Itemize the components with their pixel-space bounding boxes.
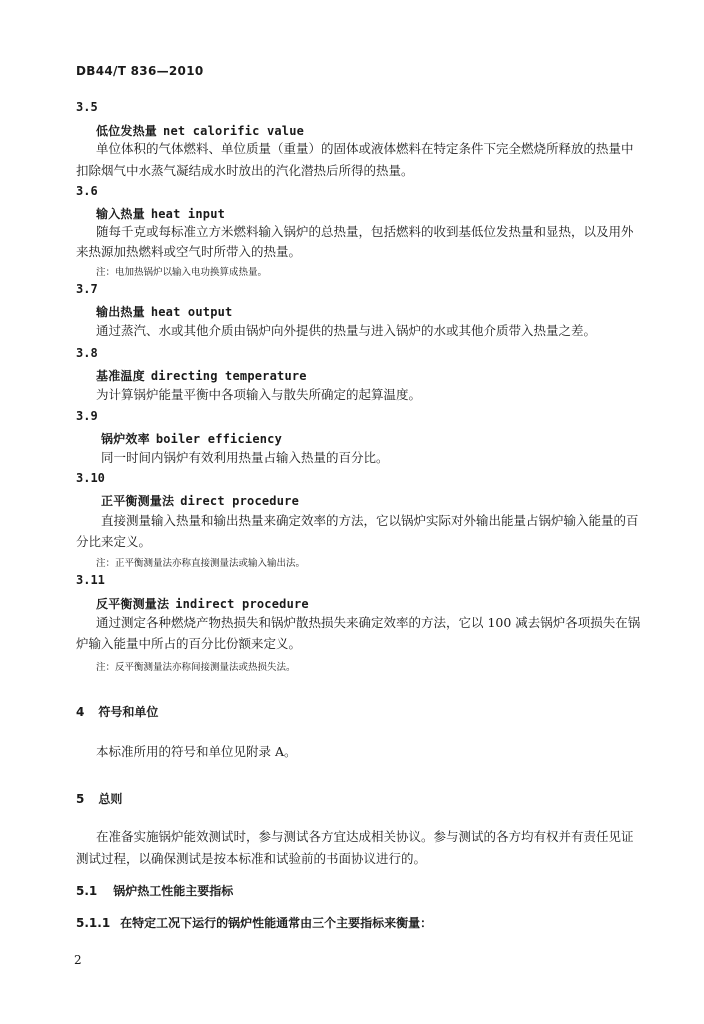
term-zh: 正平衡测量法 <box>101 494 175 508</box>
note: 注：反平衡测量法亦称间接测量法或热损失法。 <box>96 662 296 673</box>
section-number: 5.1 <box>76 884 98 898</box>
note: 注：正平衡测量法亦称直接测量法或输入输出法。 <box>96 558 306 569</box>
clause-number: 3.8 <box>76 346 98 360</box>
term-en: directing temperature <box>150 369 307 383</box>
section-title: 在特定工况下运行的锅炉性能通常由三个主要指标来衡量： <box>120 916 433 930</box>
term-en: net calorific value <box>163 124 305 138</box>
term-zh: 低位发热量 <box>96 124 158 138</box>
clause-number: 3.11 <box>76 573 105 587</box>
page-number: 2 <box>74 953 82 967</box>
term-en: indirect procedure <box>175 597 309 611</box>
term-title <box>96 595 309 612</box>
section-title: 总则 <box>98 792 123 806</box>
section-5-text-line: 测试过程，以确保测试是按本标准和试验前的书面协议进行的。 <box>76 851 427 866</box>
term-title <box>101 492 299 509</box>
section-5-1-1-heading <box>76 914 432 931</box>
definition-line: 单位体积的气体燃料、单位质量（重量）的固体或液体燃料在特定条件下完全燃烧所释放的热量中 <box>96 141 634 156</box>
clause-number: 3.9 <box>76 409 98 423</box>
term-title <box>96 303 232 320</box>
term-en: direct procedure <box>180 494 299 508</box>
term-en: heat input <box>150 207 226 221</box>
definition-line: 来热源加热燃料或空气时所带入的热量。 <box>76 244 302 259</box>
definition-line: 直接测量输入热量和输出热量来确定效率的方法，它以锅炉实际对外输出能量占锅炉输入能量的百 <box>101 513 639 528</box>
term-zh: 输入热量 <box>96 207 145 221</box>
clause-number: 3.5 <box>76 100 98 114</box>
definition-line: 为计算锅炉能量平衡中各项输入与散失所确定的起算温度。 <box>96 387 422 402</box>
term-zh: 基准温度 <box>96 369 145 383</box>
term-en: heat output <box>150 305 233 319</box>
definition-line: 同一时间内锅炉有效利用热量占输入热量的百分比。 <box>101 450 389 465</box>
definition-line: 随每千克或每标准立方米燃料输入锅炉的总热量，包括燃料的收到基低位发热量和显热，以及用外 <box>96 224 634 239</box>
definition-line: 通过测定各种燃烧产物热损失和锅炉散热损失来确定效率的方法，它以 100 减去锅炉各项损失在锅 <box>96 615 641 630</box>
clause-number: 3.10 <box>76 471 105 485</box>
definition-line: 分比来定义。 <box>76 534 152 549</box>
term-title <box>101 430 282 447</box>
section-title: 符号和单位 <box>98 705 159 719</box>
term-title <box>96 122 304 139</box>
section-4-text: 本标准所用的符号和单位见附录 A。 <box>96 744 297 759</box>
section-number: 4 <box>76 705 85 719</box>
section-title: 锅炉热工性能主要指标 <box>113 884 234 898</box>
term-zh: 输出热量 <box>96 305 145 319</box>
section-5-heading <box>76 790 122 807</box>
definition-line: 炉输入能量中所占的百分比份额来定义。 <box>76 636 302 651</box>
section-number: 5 <box>76 792 85 806</box>
definition-line: 扣除烟气中水蒸气凝结成水时放出的汽化潜热后所得的热量。 <box>76 163 414 178</box>
term-title <box>96 367 307 384</box>
clause-number: 3.7 <box>76 282 98 296</box>
definition-line: 通过蒸汽、水或其他介质由锅炉向外提供的热量与进入锅炉的水或其他介质带入热量之差。 <box>96 323 597 338</box>
standard-code-header: DB44/T 836—2010 <box>76 64 204 78</box>
section-5-1-heading <box>76 882 233 899</box>
term-zh: 反平衡测量法 <box>96 597 170 611</box>
section-5-text-line: 在准备实施锅炉能效测试时，参与测试各方宜达成相关协议。参与测试的各方均有权并有责任见证 <box>96 829 634 844</box>
section-4-heading <box>76 703 158 720</box>
term-title <box>96 205 225 222</box>
term-zh: 锅炉效率 <box>101 432 150 446</box>
note: 注：电加热锅炉以输入电功换算成热量。 <box>96 267 268 278</box>
section-number: 5.1.1 <box>76 916 111 930</box>
term-en: boiler efficiency <box>155 432 283 446</box>
clause-number: 3.6 <box>76 184 98 198</box>
